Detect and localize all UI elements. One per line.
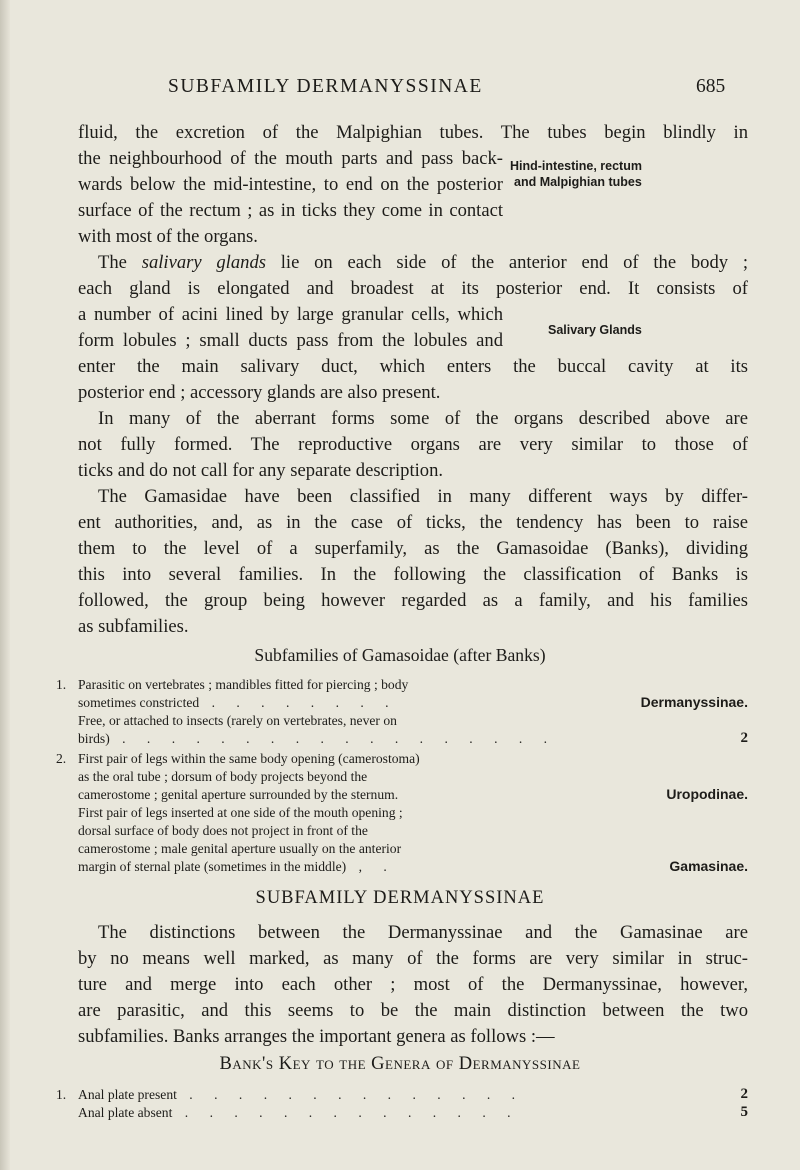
text-line: them to the level of a superfamily, as the Gamasoidae (Banks), dividing — [78, 538, 748, 559]
text-line: subfamilies. Banks arranges the important genera as follows :— — [78, 1026, 555, 1047]
text-line: the neighbourhood of the mouth parts and pass back- — [78, 148, 503, 169]
key-entry-line — [78, 730, 748, 747]
entry-num: 2. — [56, 751, 67, 766]
text-line: surface of the rectum ; as in ticks they come in contact — [78, 200, 503, 221]
text-line: enter the main salivary duct, which enters the buccal cavity at its — [78, 356, 748, 377]
text-line: wards below the mid-intestine, to end on the posterior — [78, 174, 503, 195]
entry-text: First pair of legs within the same body opening (camerostoma) — [78, 751, 420, 766]
text-fragment: The — [98, 252, 142, 273]
entry-text: Free, or attached to insects (rarely on vertebrates, never on — [78, 713, 397, 728]
text-line: fluid, the excretion of the Malpighian tubes. The tubes begin blindly in — [78, 122, 748, 143]
entry-text: birds) — [78, 731, 110, 746]
text-line: In many of the aberrant forms some of the organs described above are — [98, 408, 748, 429]
entry-num: 1. — [56, 677, 67, 692]
page-edge — [0, 0, 10, 1170]
key-result: Uropodinae. — [666, 786, 748, 802]
key-entry-line — [78, 1104, 748, 1121]
entry-text: First pair of legs inserted at one side of the mouth opening ; — [78, 805, 403, 820]
text-line: by no means well marked, as many of the forms are very similar in struc- — [78, 948, 748, 969]
entry-text: as the oral tube ; dorsum of body projects beyond the — [78, 769, 368, 784]
section-title: SUBFAMILY DERMANYSSINAE — [255, 888, 545, 908]
key-entry-line — [78, 822, 368, 839]
key-result: 2 — [740, 1086, 748, 1102]
leader-dots: . . . . . . . . . . . . . . . . . . — [109, 731, 557, 746]
key-entry-line — [78, 804, 403, 821]
text-fragment: lie on each side of the anterior end of the body ; — [280, 252, 748, 273]
key-entry-line — [78, 768, 367, 785]
text-line: a number of acini lined by large granular cells, which — [78, 304, 503, 325]
key-entry-number — [56, 676, 409, 693]
entry-text: dorsal surface of body does not project in front of the — [78, 823, 368, 838]
entry-text: sometimes constricted — [78, 695, 200, 710]
text-line: posterior end ; accessory glands are also present. — [78, 382, 441, 403]
entry-num: 1. — [56, 1087, 67, 1102]
leader-dots: . . . . . . . . . . . . . . — [172, 1105, 520, 1120]
leader-dots: . . . . . . . . . . . . . . — [176, 1087, 525, 1102]
text-line — [98, 252, 748, 274]
text-line: with most of the organs. — [78, 226, 258, 247]
table-title: Subfamilies of Gamasoidae (after Banks) — [254, 645, 546, 665]
key-entry-line — [56, 750, 420, 767]
text-line: followed, the group being however regarded as a family, and his families — [78, 590, 748, 611]
running-head: SUBFAMILY DERMANYSSINAE — [168, 76, 483, 97]
entry-text: camerostome ; male genital aperture usually on the anterior — [78, 841, 402, 856]
text-line: as subfamilies. — [78, 616, 189, 637]
text-line: The Gamasidae have been classified in many different ways by differ- — [98, 486, 748, 507]
genera-key-title: Bank's Key to the Genera of Dermanyssinae — [219, 1054, 581, 1074]
sidenote-salivary: Salivary Glands — [548, 323, 642, 337]
key-entry-line — [78, 694, 748, 711]
leader-dots: . . . . . . . . — [199, 695, 398, 710]
sidenote-hind-intestine: Hind-intestine, rectum — [510, 159, 642, 173]
entry-text: camerostome ; genital aperture surrounded by the sternum. — [78, 787, 399, 802]
entry-text: Anal plate absent — [78, 1105, 173, 1120]
key-result: Dermanyssinae. — [640, 694, 748, 710]
italic-term: salivary glands — [141, 252, 281, 273]
text-line: not fully formed. The reproductive organs are very similar to those of — [78, 434, 748, 455]
key-result: 2 — [740, 730, 748, 746]
key-result: Gamasinae. — [669, 858, 748, 874]
page-number: 685 — [696, 76, 726, 97]
key-entry-line — [78, 840, 401, 857]
key-entry-line — [56, 1086, 748, 1103]
sidenote-malpighian: and Malpighian tubes — [514, 175, 642, 189]
text-line: ent authorities, and, as in the case of ticks, the tendency has been to raise — [78, 512, 748, 533]
text-line: form lobules ; small ducts pass from the lobules and — [78, 330, 503, 351]
entry-text: margin of sternal plate (sometimes in the middle) — [78, 859, 347, 874]
entry-text: Parasitic on vertebrates ; mandibles fitted for piercing ; body — [78, 677, 409, 692]
text-line: ticks and do not call for any separate description. — [78, 460, 444, 481]
text-line: each gland is elongated and broadest at its posterior end. It consists of — [78, 278, 748, 299]
key-entry-line — [78, 786, 748, 803]
text-line: The distinctions between the Dermanyssinae and the Gamasinae are — [98, 922, 748, 943]
entry-text: Anal plate present — [78, 1087, 177, 1102]
text-line: are parasitic, and this seems to be the main distinction between the two — [78, 1000, 748, 1021]
text-line: ture and merge into each other ; most of the Dermanyssinae, however, — [78, 974, 748, 995]
key-result: 5 — [740, 1104, 748, 1120]
key-entry-line — [78, 858, 748, 875]
text-line: this into several families. In the following the classification of Banks is — [78, 564, 748, 585]
key-entry-line — [78, 712, 397, 729]
leader-dots: , . — [346, 859, 396, 874]
